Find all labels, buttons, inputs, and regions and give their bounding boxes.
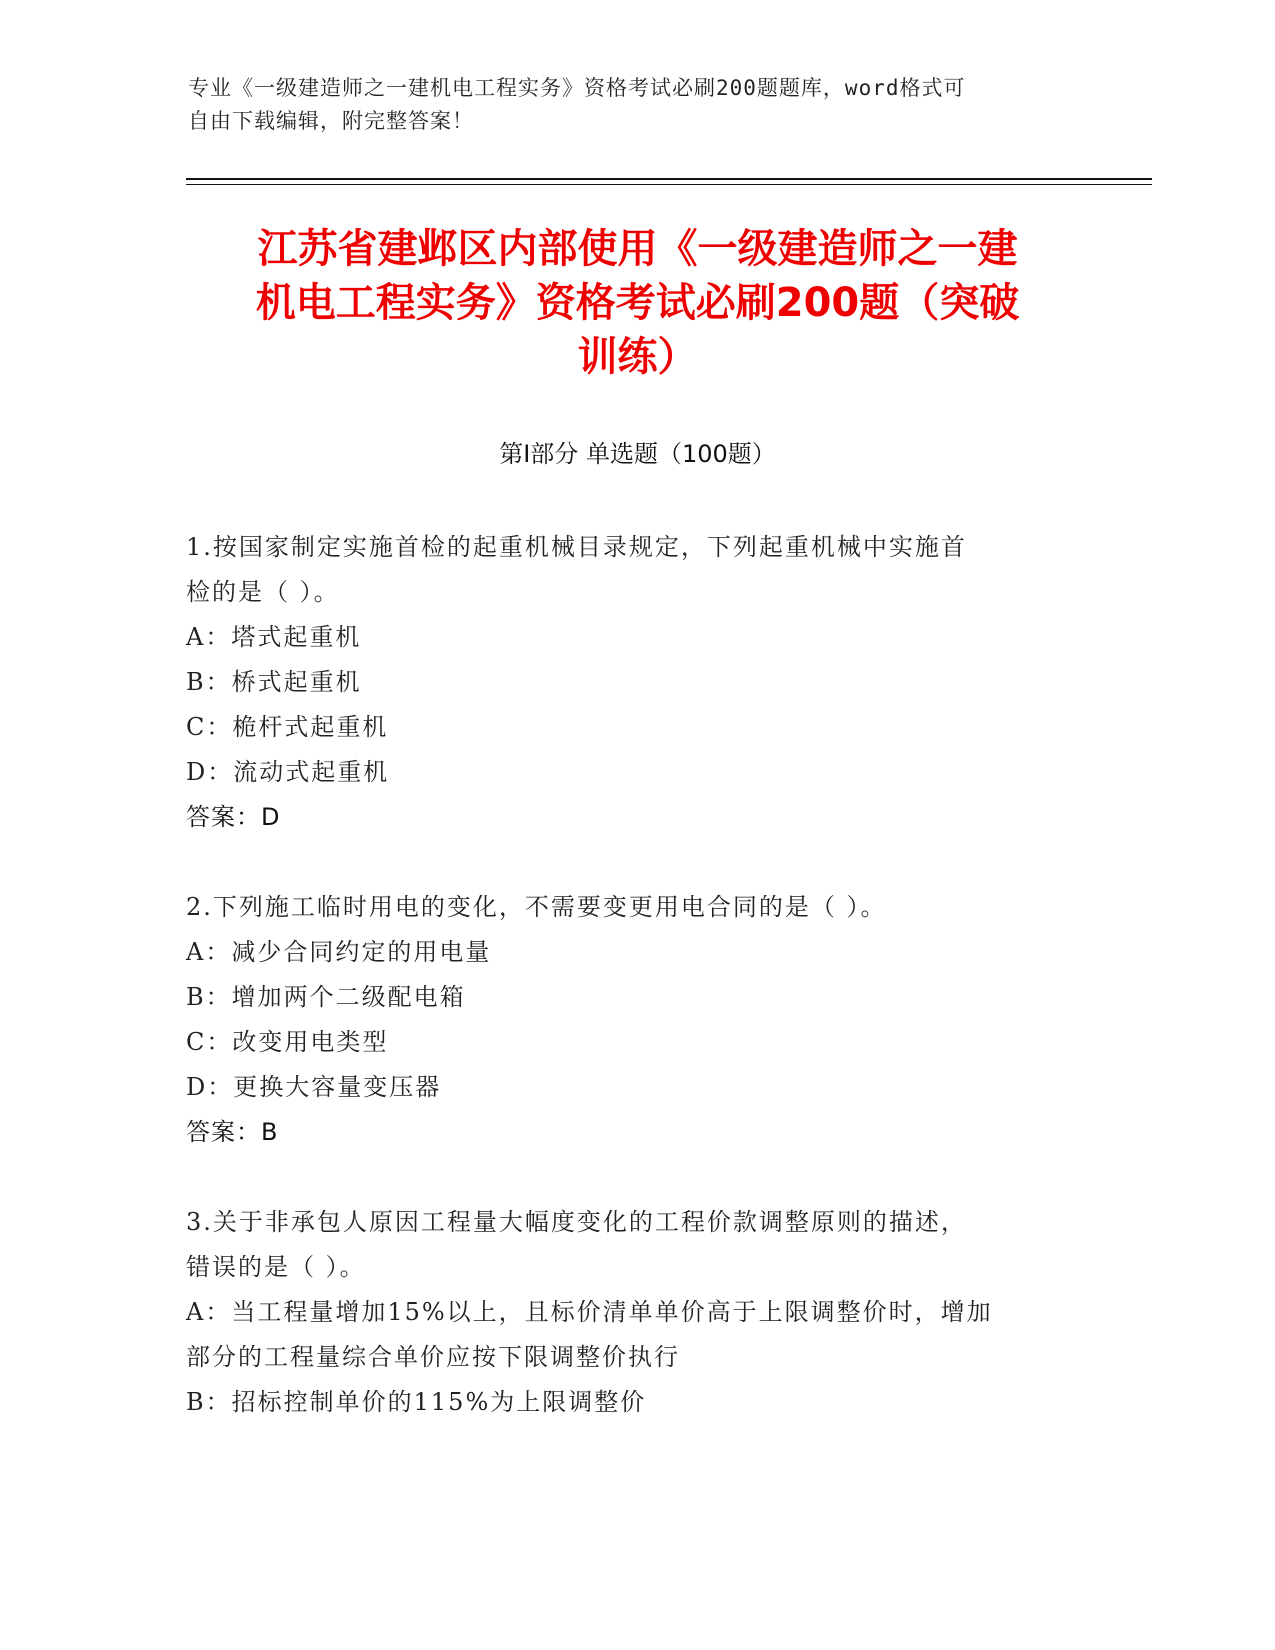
question-option: B：招标控制单价的115%为上限调整价 — [186, 1388, 647, 1416]
header-divider-thick — [186, 178, 1152, 180]
question-option: A：塔式起重机 — [186, 623, 362, 651]
question-answer: 答案：B — [186, 1118, 279, 1146]
question-option: C：改变用电类型 — [186, 1028, 389, 1056]
question-item — [186, 1200, 1066, 1425]
header-divider-thin — [186, 184, 1152, 185]
question-option: 部分的工程量综合单价应按下限调整价执行 — [186, 1343, 680, 1371]
document-intro — [188, 72, 1068, 138]
question-option: D：更换大容量变压器 — [186, 1073, 442, 1101]
question-option: B：增加两个二级配电箱 — [186, 983, 466, 1011]
intro-line-1: 专业《一级建造师之一建机电工程实务》资格考试必刷200题题库，word格式可 — [188, 76, 966, 100]
title-line-1: 江苏省建邺区内部使用《一级建造师之一建 — [257, 226, 1018, 272]
question-list — [186, 525, 1066, 1425]
question-item — [186, 525, 1066, 840]
question-stem-line: 2.下列施工临时用电的变化，不需要变更用电合同的是（ ）。 — [186, 893, 887, 921]
intro-line-2: 自由下载编辑，附完整答案！ — [188, 109, 474, 133]
question-option: C：桅杆式起重机 — [186, 713, 389, 741]
question-item — [186, 885, 1066, 1155]
section-heading: 第Ⅰ部分 单选题（100题） — [499, 440, 776, 468]
question-stem-line: 错误的是（ ）。 — [186, 1253, 366, 1281]
question-option: A：当工程量增加15%以上，且标价清单单价高于上限调整价时，增加 — [186, 1298, 993, 1326]
question-stem-line: 检的是（ ）。 — [186, 578, 340, 606]
question-stem-line: 3.关于非承包人原因工程量大幅度变化的工程价款调整原则的描述， — [186, 1208, 967, 1236]
title-line-2: 机电工程实务》资格考试必刷200题（突破 — [255, 280, 1020, 326]
title-line-3: 训练） — [577, 334, 698, 380]
question-option: A：减少合同约定的用电量 — [186, 938, 492, 966]
question-option: B：桥式起重机 — [186, 668, 362, 696]
question-option: D：流动式起重机 — [186, 758, 390, 786]
document-title — [170, 222, 1105, 384]
question-answer: 答案：D — [186, 803, 281, 831]
question-stem-line: 1.按国家制定实施首检的起重机械目录规定，下列起重机械中实施首 — [186, 533, 967, 561]
